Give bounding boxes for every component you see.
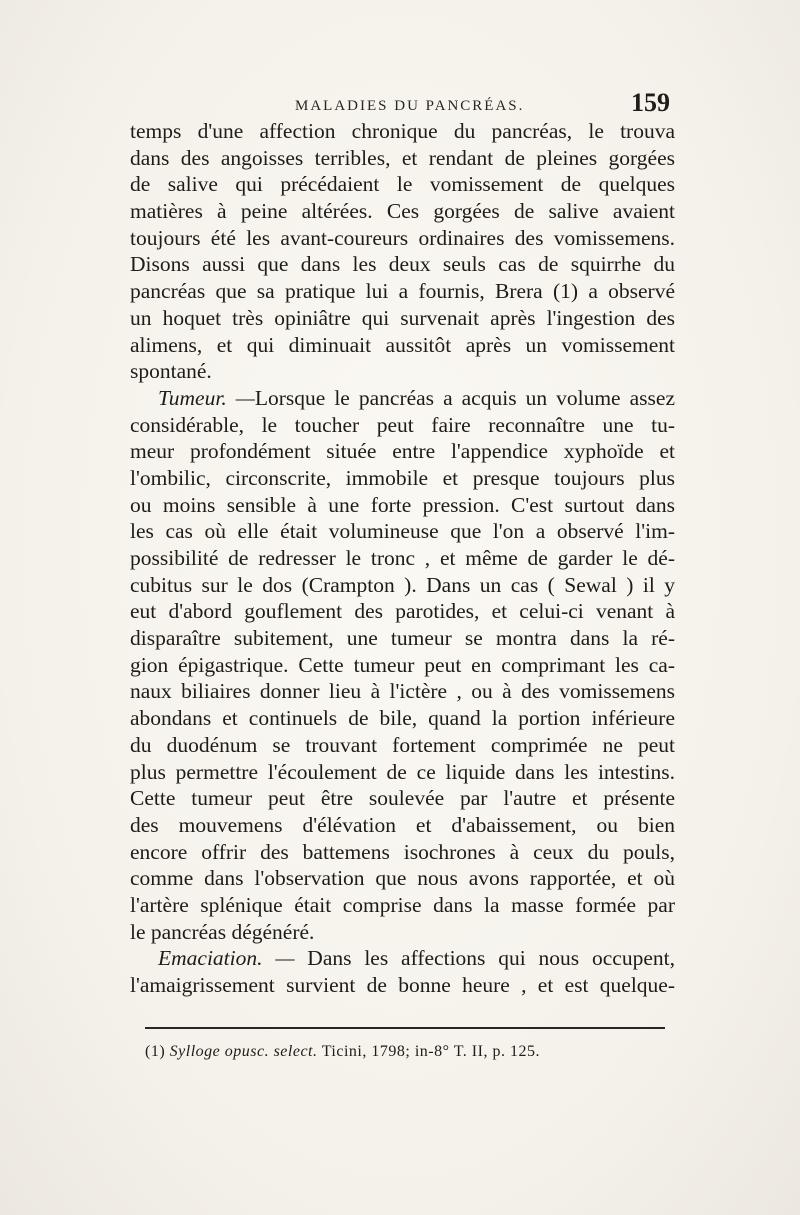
text-line: l'amaigrissement survient de bonne heure , et est quelque- [130, 973, 675, 997]
footnote-marker: (1) [145, 1043, 166, 1060]
footnote [145, 1043, 665, 1061]
text-line: un hoquet très opiniâtre qui survenait après l'ingestion des [130, 305, 675, 330]
text-line: temps d'une affection chronique du pancréas, le trouva [130, 119, 675, 143]
footnote-title: Sylloge opusc. select. [169, 1043, 318, 1060]
text-line: toujours été les avant-coureurs ordinaires des vomissemens. [130, 225, 675, 250]
section-heading-tumeur: Tumeur. — [158, 385, 255, 410]
text-line: matières à peine altérées. Ces gorgées de salive avaient [130, 199, 675, 224]
text-line: spontané. [130, 359, 212, 384]
text-line: des mouvemens d'élévation et d'abaissement, ou bien [130, 812, 675, 837]
paragraph-first-line [130, 945, 675, 972]
text-line: dans des angoisses terribles, et rendant de pleines gorgées [130, 145, 675, 170]
text-line: abondans et continuels de bile, quand la portion inférieure [130, 706, 675, 731]
text-fragment: Dans les affections qui nous occupent, [307, 946, 675, 971]
text-line: possibilité de redresser le tronc , et même de garder le dé- [130, 546, 675, 570]
text-line: plus permettre l'écoulement de ce liquide dans les intestins. [130, 759, 675, 784]
text-line: le pancréas dégénéré. [130, 919, 315, 944]
text-line: disparaître subitement, une tumeur se montra dans la ré- [130, 626, 675, 651]
text-fragment: Lorsque le pancréas a acquis un volume assez [254, 385, 675, 410]
text-line: du duodénum se trouvant fortement comprimée ne peut [130, 732, 675, 757]
text-line: eut d'abord gouflement des parotides, et celui-ci venant à [130, 599, 675, 624]
body-text [130, 118, 675, 999]
text-line: considérable, le toucher peut faire reconnaître une tu- [130, 412, 675, 437]
text-line: Disons aussi que dans les deux seuls cas de squirrhe du [130, 252, 675, 277]
text-line: comme dans l'observation que nous avons rapportée, et où [130, 866, 675, 891]
text-line: gion épigastrique. Cette tumeur peut en comprimant les ca- [130, 652, 675, 677]
footnote-reference: Ticini, 1798; in-8° T. II, p. 125. [321, 1043, 540, 1060]
running-title: MALADIES DU PANCRÉAS. [295, 98, 525, 114]
text-line: ou moins sensible à une forte pression. C'est surtout dans [130, 492, 675, 517]
text-line: l'ombilic, circonscrite, immobile et presque toujours plus [130, 465, 675, 490]
page-number: 159 [631, 88, 670, 117]
section-heading-emaciation: Emaciation. — [158, 946, 295, 971]
paragraph-first-line [130, 385, 675, 412]
text-line: meur profondément située entre l'appendice xyphoïde et [130, 439, 675, 464]
text-line: pancréas que sa pratique lui a fournis, Brera (1) a observé [130, 279, 675, 304]
text-line: Cette tumeur peut être soulevée par l'autre et présente [130, 786, 675, 811]
text-line: l'artère splénique était comprise dans la masse formée par [130, 892, 675, 917]
text-line: alimens, et qui diminuait aussitôt après un vomissement [130, 332, 675, 357]
text-line: encore offrir des battemens isochrones à ceux du pouls, [130, 839, 675, 864]
text-line: de salive qui précédaient le vomissement de quelques [130, 172, 675, 197]
text-line: cubitus sur le dos (Crampton ). Dans un cas ( Sewal ) il y [130, 572, 675, 597]
text-line: les cas où elle était volumineuse que l'on a observé l'im- [130, 519, 675, 544]
text-line: naux biliaires donner lieu à l'ictère , ou à des vomissemens [130, 679, 675, 704]
footnote-rule [145, 1027, 665, 1029]
